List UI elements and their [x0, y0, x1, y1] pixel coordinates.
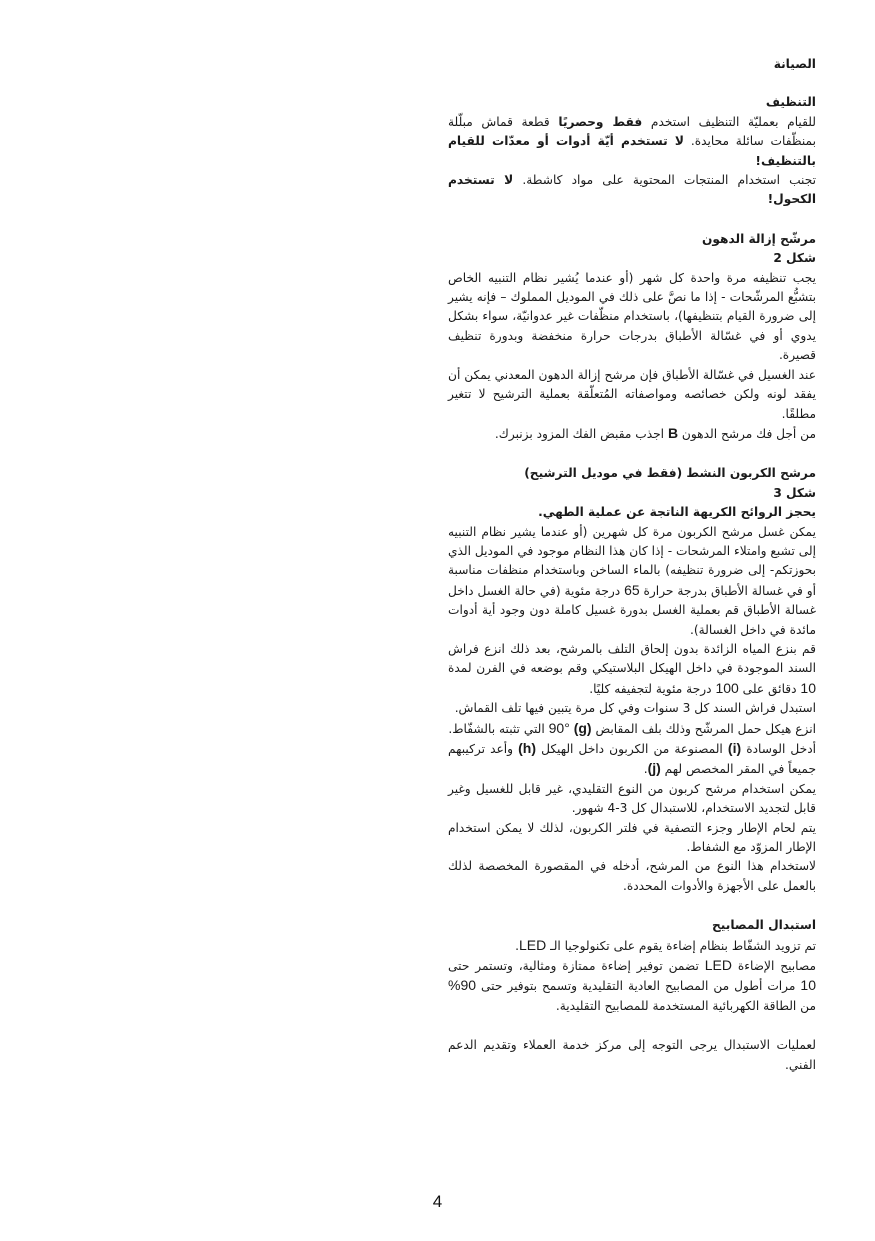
page-number: 4: [432, 1192, 443, 1211]
carbon-filter-paragraph-7: يتم لحام الإطار وجزء التصفية في فلتر الكربون، لذلك لا يمكن استخدام الإطار المزوّد مع الشفاط.: [448, 820, 816, 855]
lamps-paragraph-3: لعمليات الاستبدال يرجى التوجه إلى مركز خدمة العملاء وتقديم الدعم الفني.: [448, 1038, 816, 1072]
carbon-filter-paragraph-1: يمكن غسل مرشح الكربون مرة كل شهرين (أو عندما يشير نظام التنبيه إلى تشبع وامتلاء المرشحات - إذا كان هذا النظام موجود في الموديل الذي بحوزتكم- إلى ضرورة تنظيفه) بالماء الساخن وباستخدام منظفات مناسبة أو في غسالة الأطباق بدرجة حرارة 65 درجة مئوية (في حالة الغسل داخل غسالة الأطباق قم بعملية الغسل بدورة غسيل كاملة دون وجود أية أدوات مائدة في داخل الغسالة).: [448, 524, 816, 637]
carbon-filter-heading: مرشح الكربون النشط (فقط في موديل الترشيح): [524, 466, 816, 481]
section-title: الصيانة: [773, 57, 816, 71]
carbon-filter-paragraph-6: يمكن استخدام مرشح كربون من النوع التقليدي، غير قابل للغسيل وغير قابل لتجديد الاستخدام، للاستبدال كل 3-4 شهور.: [448, 781, 816, 816]
lamps-heading: استبدال المصابيح: [712, 918, 816, 933]
lamps-paragraph-1: تم تزويد الشفّاط بنظام إضاءة يقوم على تكنولوجيا الـ LED.: [515, 936, 816, 953]
carbon-filter-subheading: يحجز الروائح الكريهة الناتجة عن عملية الطهي.: [538, 505, 816, 520]
carbon-filter-paragraph-8: لاستخدام هذا النوع من المرشح، أدخله في المقصورة المخصصة لذلك بالعمل على الأجهزة والأدوات المحددة.: [448, 859, 816, 893]
grease-filter-paragraph-1: يجب تنظيفه مرة واحدة كل شهر (أو عندما يُشير نظام التنبيه الخاص بتشبُّع المرشّحات - إذا ما نصَّ على ذلك في الموديل المملوك – فإنه يشير إلى ضرورة القيام بتنظيفها)، باستخدام منظّفات غير عدوانيّة، سواء بشكل يدوي أو في غسّالة الأطباق بدرجات حرارة منخفضة وبدورة تنظيف قصيرة.: [448, 270, 816, 363]
manual-column: [448, 55, 816, 1075]
cleaning-paragraph-1: للقيام بعمليّة التنظيف استخدم فقط وحصريًا قطعة قماش مبلّلة بمنظّفات سائلة محايدة. لا تستخدم أيّة أدوات أو معدّات للقيام بالتنظيف!: [448, 114, 816, 168]
grease-filter-paragraph-2: عند الغسيل في غسّالة الأطباق فإن مرشح إزالة الدهون المعدني يمكن أن يفقد لونه ولكن خصائصه ومواصفاته المُتعلّقة بعملية الترشيح لا تتغير مطلقًا.: [448, 367, 816, 421]
grease-filter-paragraph-3: من أجل فك مرشح الدهون B اجذب مقبض الفك المزود بزنبرك.: [494, 424, 816, 441]
grease-filter-figure-ref: شكل 2: [773, 251, 816, 266]
carbon-filter-paragraph-2: قم بنزع المياه الزائدة بدون إلحاق التلف بالمرشح، بعد ذلك انزع فراش السند الموجودة في داخل الهيكل البلاستيكي وقم بوضعه في الفرن لمدة 10 دقائق على 100 درجة مئوية لتجفيفه كليًا.: [448, 641, 816, 696]
cleaning-paragraph-2: تجنب استخدام المنتجات المحتوية على مواد كاشطة. لا تستخدم الكحول!: [448, 173, 816, 207]
grease-filter-heading: مرشّح إزالة الدهون: [701, 231, 816, 246]
carbon-filter-paragraph-3: استبدل فراش السند كل 3 سنوات وفي كل مرة يتبين فيها تلف القماش.: [454, 701, 816, 716]
lamps-paragraph-2: مصابيح الإضاءة LED تضمن توفير إضاءة ممتازة ومثالية، وتستمر حتى 10 مرات أطول من المصابيح العادية التقليدية وتسمح بتوفير حتى 90% من الطاقة الكهربائية المستخدمة للمصابيح التقليدية.: [448, 957, 816, 1013]
cleaning-heading: التنظيف: [765, 95, 816, 110]
carbon-filter-paragraph-5: أدخل الوسادة (i) المصنوعة من الكربون داخل الهيكل (h) وأعد تركيبهم جميعاً في المقر المخصص لهم (j).: [448, 740, 817, 777]
carbon-filter-paragraph-4: انزع هيكل حمل المرشّح وذلك بلف المقابض (g) 90° التي تثبته بالشفّاط.: [448, 719, 816, 736]
carbon-filter-figure-ref: شكل 3: [773, 485, 816, 500]
